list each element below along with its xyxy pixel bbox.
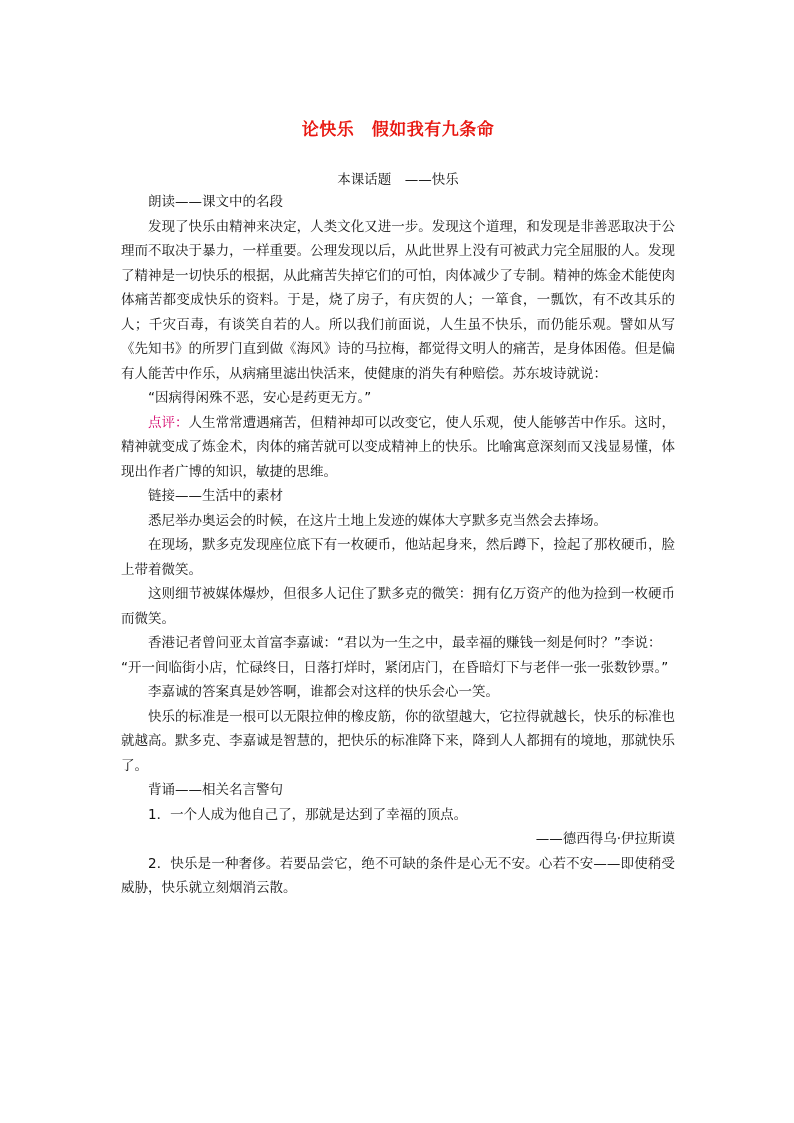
- document-body: [121, 190, 675, 901]
- page-title: 论快乐 假如我有九条命: [301, 120, 495, 140]
- poem-quote: “因病得闲殊不恶，安心是药更无方。”: [148, 390, 372, 406]
- link-paragraph-3: 这则细节被媒体爆炒，但很多人记住了默多克的微笑：拥有亿万资产的他为捡到一枚硬币而微笑。: [121, 586, 675, 627]
- quote-1-author: ——德西得乌·伊拉斯谟: [535, 831, 675, 847]
- comment-text: 人生常常遭遇痛苦，但精神却可以改变它，使人乐观，使人能够苦中作乐。这时，精神就变成了炼金术，肉体的痛苦就可以变成精神上的快乐。比喻寓意深刻而又浅显易懂，体现出作者广博的知识，敏捷的思维。: [121, 414, 676, 480]
- reading-heading: 朗读——课文中的名段: [148, 194, 283, 210]
- topic-heading: 本课话题 ——快乐: [337, 172, 459, 188]
- link-paragraph-6: 快乐的标准是一根可以无限拉伸的橡皮筋，你的欲望越大，它拉得就越长，快乐的标准也就越高。默多克、李嘉诚是智慧的，把快乐的标准降下来，降到人人都拥有的境地，那就快乐了。: [121, 708, 675, 774]
- quote-1: 1．一个人成为他自己了，那就是达到了幸福的顶点。: [148, 806, 468, 823]
- link-paragraph-4-quote: “开一间临街小店，忙碌终日，日落打烊时，紧闭店门，在昏暗灯下与老伴一张一张数钞票。”: [121, 659, 669, 676]
- comment-paragraph: [121, 411, 675, 485]
- recite-heading: 背诵——相关名言警句: [148, 782, 283, 798]
- link-heading: 链接——生活中的素材: [148, 488, 283, 504]
- link-paragraph-5: 李嘉诚的答案真是妙答啊，谁都会对这样的快乐会心一笑。: [148, 684, 499, 700]
- comment-label: 点评：: [148, 414, 189, 431]
- quote-2: 2．快乐是一种奢侈。若要品尝它，绝不可缺的条件是心无不安。心若不安——即使稍受威胁，快乐就立刻烟消云散。: [121, 855, 675, 896]
- link-paragraph-1: 悉尼举办奥运会的时候，在这片土地上发迹的媒体大亨默多克当然会去捧场。: [148, 512, 607, 529]
- link-paragraph-4: 香港记者曾问亚太首富李嘉诚：“君以为一生之中，最幸福的赚钱一刻是何时？”李说：: [148, 635, 662, 651]
- link-paragraph-2: 在现场，默多克发现座位底下有一枚硬币，他站起身来，然后蹲下，捡起了那枚硬币，脸上带着微笑。: [121, 537, 675, 578]
- reading-paragraph: 发现了快乐由精神来决定，人类文化又进一步。发现这个道理，和发现是非善恶取决于公理而不取决于暴力，一样重要。公理发现以后，从此世界上没有可被武力完全屈服的人。发现了精神是一切快乐的根据，从此痛苦失掉它们的可怕，肉体减少了专制。精神的炼金术能使肉体痛苦都变成快乐的资料。于是，烧了房子，有庆贺的人；一箪食，一瓢饮，有不改其乐的人；千灾百毒，有谈笑自若的人。所以我们前面说，人生虽不快乐，而仍能乐观。譬如从写《先知书》的所罗门直到做《海风》诗的马拉梅，都觉得文明人的痛苦，是身体困倦。但是偏有人能苦中作乐，从病痛里滤出快活来，使健康的消失有种赔偿。苏东坡诗就说：: [121, 218, 675, 382]
